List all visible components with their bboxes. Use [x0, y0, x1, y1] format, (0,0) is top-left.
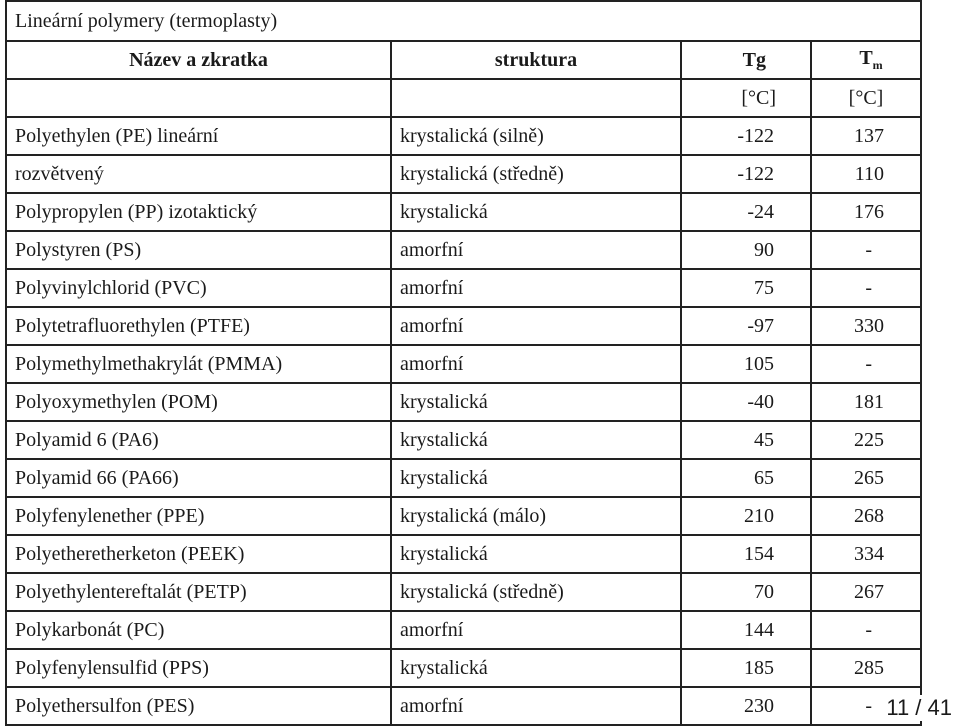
- row-tm: 137: [811, 117, 921, 155]
- row-name: Polymethylmethakrylát (PMMA): [6, 345, 391, 383]
- table-title: Lineární polymery (termoplasty): [6, 1, 921, 41]
- table-row: [6, 231, 921, 269]
- row-tm: -: [811, 269, 921, 307]
- header-tm: [811, 41, 921, 79]
- row-name: Polyethersulfon (PES): [6, 687, 391, 725]
- row-name: Polyamid 6 (PA6): [6, 421, 391, 459]
- row-tm: 268: [811, 497, 921, 535]
- table-row: [6, 383, 921, 421]
- units-row: [6, 79, 921, 117]
- row-structure: krystalická: [391, 459, 681, 497]
- row-name: rozvětvený: [6, 155, 391, 193]
- table-row: [6, 269, 921, 307]
- row-name: Polyamid 66 (PA66): [6, 459, 391, 497]
- row-structure: krystalická: [391, 535, 681, 573]
- row-name: Polyethylen (PE) lineární: [6, 117, 391, 155]
- row-structure: amorfní: [391, 687, 681, 725]
- row-structure: krystalická: [391, 649, 681, 687]
- units-tg: [°C]: [681, 79, 811, 117]
- row-structure: amorfní: [391, 307, 681, 345]
- table-row: [6, 307, 921, 345]
- units-empty-name: [6, 79, 391, 117]
- row-tg: 105: [681, 345, 811, 383]
- table-row: [6, 345, 921, 383]
- table-row: [6, 155, 921, 193]
- row-tg: 154: [681, 535, 811, 573]
- row-tm: 267: [811, 573, 921, 611]
- row-name: Polystyren (PS): [6, 231, 391, 269]
- row-tg: 90: [681, 231, 811, 269]
- row-structure: krystalická (málo): [391, 497, 681, 535]
- table-title-row: [6, 1, 921, 41]
- row-structure: krystalická: [391, 383, 681, 421]
- table-row: [6, 193, 921, 231]
- table-row: [6, 687, 921, 725]
- row-tm: 265: [811, 459, 921, 497]
- row-structure: amorfní: [391, 611, 681, 649]
- row-structure: amorfní: [391, 345, 681, 383]
- table-row: [6, 497, 921, 535]
- row-tm: 334: [811, 535, 921, 573]
- table-row: [6, 459, 921, 497]
- row-tg: 75: [681, 269, 811, 307]
- row-tg: -122: [681, 155, 811, 193]
- row-tg: 65: [681, 459, 811, 497]
- row-name: Polyfenylenether (PPE): [6, 497, 391, 535]
- units-empty-structure: [391, 79, 681, 117]
- row-name: Polyetheretherketon (PEEK): [6, 535, 391, 573]
- page-indicator: 11 / 41: [886, 695, 952, 720]
- row-tg: -122: [681, 117, 811, 155]
- row-tm: -: [811, 687, 921, 725]
- row-tm: -: [811, 231, 921, 269]
- row-structure: amorfní: [391, 231, 681, 269]
- row-tm: 181: [811, 383, 921, 421]
- row-structure: krystalická: [391, 421, 681, 459]
- row-name: Polyvinylchlorid (PVC): [6, 269, 391, 307]
- header-name: Název a zkratka: [6, 41, 391, 79]
- row-tg: 144: [681, 611, 811, 649]
- row-name: Polyfenylensulfid (PPS): [6, 649, 391, 687]
- row-tg: -24: [681, 193, 811, 231]
- row-tm: -: [811, 611, 921, 649]
- header-row: [6, 41, 921, 79]
- row-name: Polykarbonát (PC): [6, 611, 391, 649]
- row-structure: krystalická (středně): [391, 573, 681, 611]
- row-tg: 45: [681, 421, 811, 459]
- row-tg: 185: [681, 649, 811, 687]
- row-structure: krystalická: [391, 193, 681, 231]
- row-tm: 330: [811, 307, 921, 345]
- table-row: [6, 573, 921, 611]
- row-tm: -: [811, 345, 921, 383]
- table-row: [6, 117, 921, 155]
- row-name: Polypropylen (PP) izotaktický: [6, 193, 391, 231]
- polymer-table: [5, 0, 922, 726]
- units-tm: [°C]: [811, 79, 921, 117]
- header-tm-main: T: [859, 47, 873, 69]
- row-tm: 225: [811, 421, 921, 459]
- table-row: [6, 611, 921, 649]
- row-tg: 230: [681, 687, 811, 725]
- row-tm: 110: [811, 155, 921, 193]
- row-tg: 210: [681, 497, 811, 535]
- header-structure: struktura: [391, 41, 681, 79]
- table-row: [6, 535, 921, 573]
- row-name: Polytetrafluorethylen (PTFE): [6, 307, 391, 345]
- table-row: [6, 421, 921, 459]
- header-tm-sub: m: [872, 58, 883, 72]
- row-tg: 70: [681, 573, 811, 611]
- row-structure: amorfní: [391, 269, 681, 307]
- row-tm: 176: [811, 193, 921, 231]
- row-structure: krystalická (silně): [391, 117, 681, 155]
- row-structure: krystalická (středně): [391, 155, 681, 193]
- row-tg: -40: [681, 383, 811, 421]
- row-tm: 285: [811, 649, 921, 687]
- row-tg: -97: [681, 307, 811, 345]
- header-tg: Tg: [681, 41, 811, 79]
- row-name: Polyoxymethylen (POM): [6, 383, 391, 421]
- table-row: [6, 649, 921, 687]
- row-name: Polyethylentereftalát (PETP): [6, 573, 391, 611]
